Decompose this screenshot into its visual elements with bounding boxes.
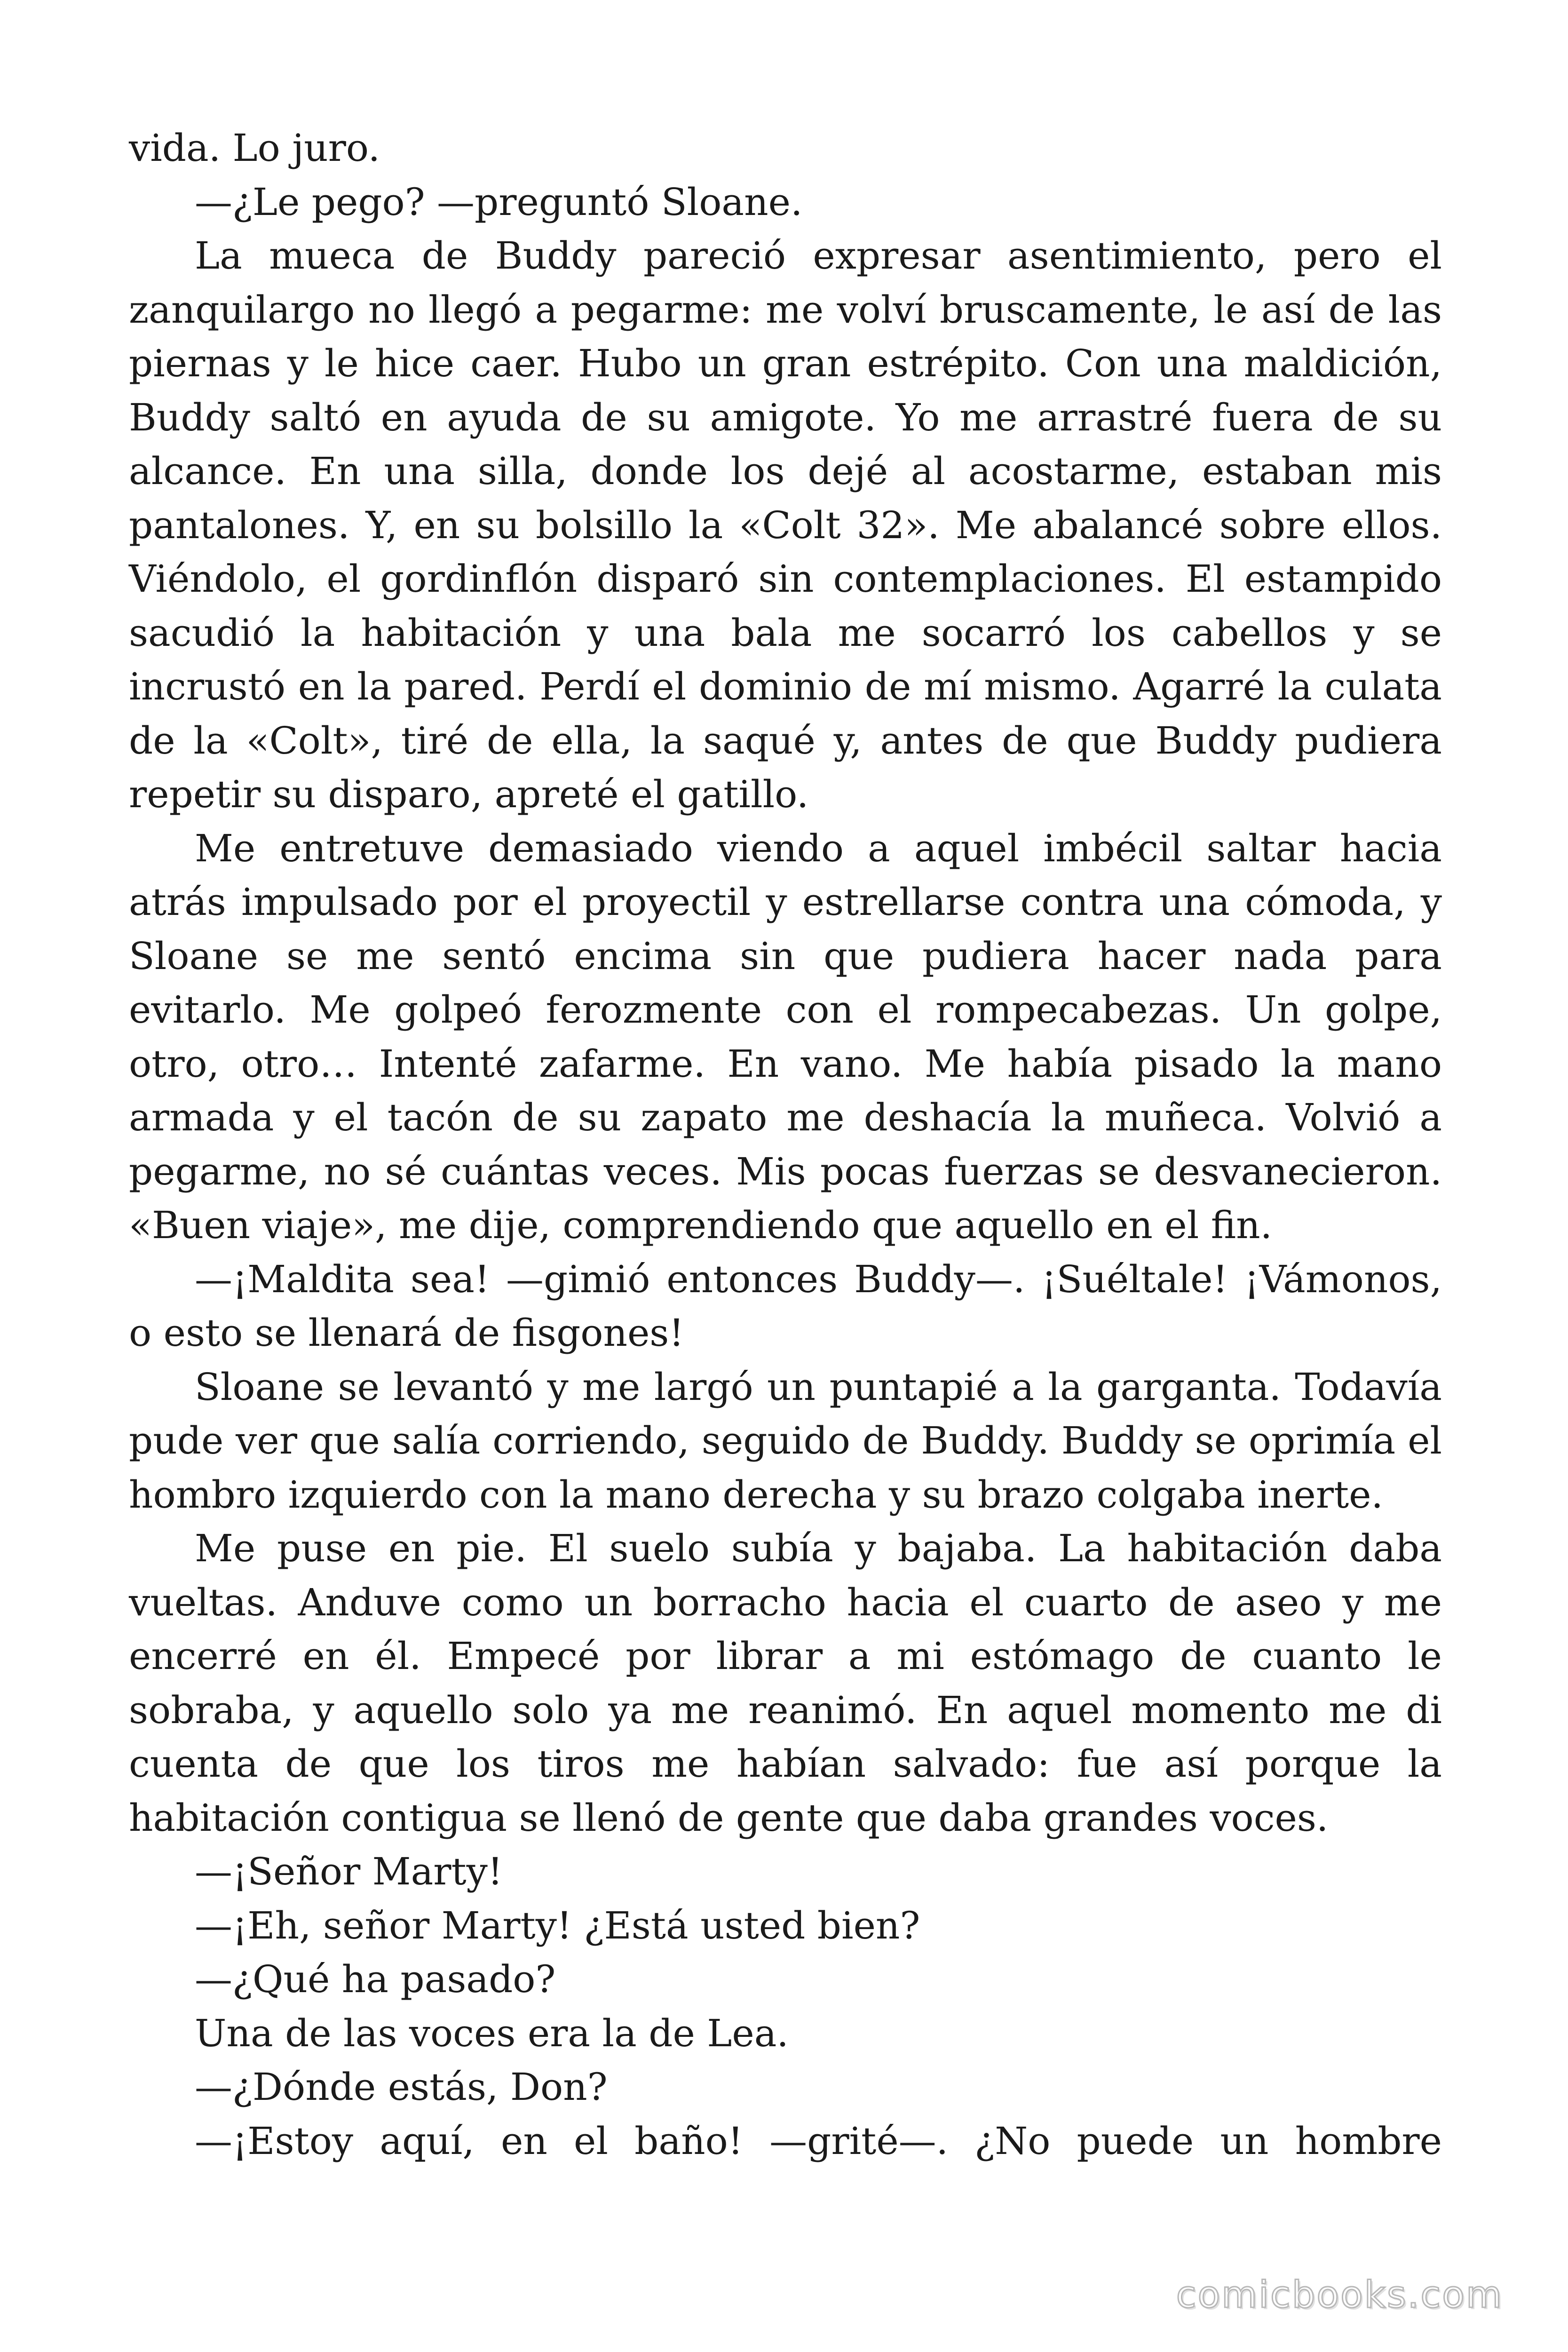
- paragraph-11: Una de las voces era la de Lea.: [195, 2011, 789, 2055]
- paragraph-6: Sloane se levantó y me largó un puntapié a la garganta. Todavía pude ver que salía corriendo, seguido de Buddy. Buddy se oprimía el hombro izquierdo con la mano derecha y su brazo colgaba inerte.: [129, 1365, 1442, 1517]
- paragraph-13: —¡Estoy aquí, en el baño! —grité—. ¿No puede un hombre: [195, 2119, 1442, 2163]
- watermark-text: comicbooks.com: [1176, 2274, 1503, 2316]
- paragraph-8: —¡Señor Marty!: [195, 1850, 503, 1893]
- paragraph-5: —¡Maldita sea! —gimió entonces Buddy—. ¡Suéltale! ¡Vámonos, o esto se llenará de fisgones!: [129, 1257, 1442, 1355]
- paragraph-7: Me puse en pie. El suelo subía y bajaba. La habitación daba vueltas. Anduve como un borracho hacia el cuarto de aseo y me encerré en él. Empecé por librar a mi estómago de cuanto le sobraba, y aquello solo ya me reanimó. En aquel momento me di cuenta de que los tiros me habían salvado: fue así porque la habitación contigua se llenó de gente que daba grandes voces.: [129, 1526, 1442, 1840]
- paragraph-4: Me entretuve demasiado viendo a aquel imbécil saltar hacia atrás impulsado por el proyectil y estrellarse contra una cómoda, y Sloane se me sentó encima sin que pudiera hacer nada para evitarlo. Me golpeó ferozmente con el rompecabezas. Un golpe, otro, otro… Intenté zafarme. En vano. Me había pisado la mano armada y el tacón de su zapato me deshacía la muñeca. Volvió a pegarme, no sé cuántas veces. Mis pocas fuerzas se desvanecieron. «Buen viaje», me dije, comprendiendo que aquello en el fin.: [129, 826, 1442, 1247]
- paragraph-1: vida. Lo juro.: [129, 126, 380, 170]
- paragraph-12: —¿Dónde estás, Don?: [195, 2065, 608, 2109]
- book-page: [129, 121, 1442, 2168]
- paragraph-2: —¿Le pego? —preguntó Sloane.: [195, 180, 803, 224]
- paragraph-9: —¡Eh, señor Marty! ¿Está usted bien?: [195, 1903, 920, 1947]
- paragraph-10: —¿Qué ha pasado?: [195, 1957, 556, 2001]
- paragraph-3: La mueca de Buddy pareció expresar asentimiento, pero el zanquilargo no llegó a pegarme: me volví bruscamente, le así de las piernas y le hice caer. Hubo un gran estrépito. Con una maldición, Buddy saltó en ayuda de su amigote. Yo me arrastré fuera de su alcance. En una silla, donde los dejé al acostarme, estaban mis pantalones. Y, en su bolsillo la «Colt 32». Me abalancé sobre ellos. Viéndolo, el gordinflón disparó sin contemplaciones. El estampido sacudió la habitación y una bala me socarró los cabellos y se incrustó en la pared. Perdí el dominio de mí mismo. Agarré la culata de la «Colt», tiré de ella, la saqué y, antes de que Buddy pudiera repetir su disparo, apreté el gatillo.: [129, 234, 1442, 816]
